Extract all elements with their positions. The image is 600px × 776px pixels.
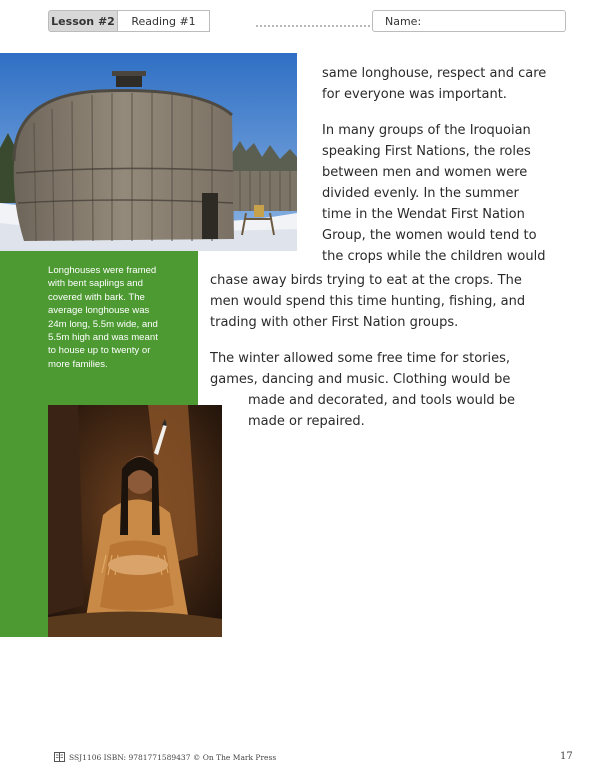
text-line: men would spend this time hunting, fishing, and: [210, 294, 526, 309]
name-field[interactable]: Name:: [372, 10, 566, 32]
text-line: In many groups of the Iroquoian: [322, 123, 531, 138]
reading-tab: Reading #1: [118, 10, 210, 32]
footer: [54, 752, 276, 762]
page-number: 17: [560, 751, 573, 762]
caption-line: 24m long, 5.5m wide, and: [48, 318, 158, 330]
caption-line: 5.5m high and was meant: [48, 332, 158, 344]
paragraph-2-continued: [210, 270, 525, 333]
text-line: made and decorated, and tools would be: [248, 393, 516, 408]
text-line: chase away birds trying to eat at the crops. The: [210, 273, 522, 288]
caption-line: with bent saplings and: [48, 278, 143, 290]
text-line: games, dancing and music. Clothing would be: [210, 372, 511, 387]
text-line: between men and women were: [322, 165, 528, 180]
text-line: the crops while the children would: [322, 249, 546, 264]
text-line: Group, the women would tend to: [322, 228, 537, 243]
paragraph-2: [322, 120, 545, 267]
text-line: divided evenly. In the summer: [322, 186, 519, 201]
longhouse-photo: [0, 53, 297, 251]
caption-line: Longhouses were framed: [48, 265, 157, 276]
iroquoian-woman-photo: [48, 405, 222, 637]
text-line: trading with other First Nation groups.: [210, 315, 459, 330]
caption-line: average longhouse was: [48, 305, 150, 317]
paragraph-1: [322, 63, 546, 105]
worksheet-header: [48, 10, 566, 34]
footer-text: SSJ1106 ISBN: 9781771589437 © On The Mark Press: [69, 752, 277, 762]
caption-line: to house up to twenty or: [48, 345, 151, 357]
text-line: same longhouse, respect and care: [322, 66, 547, 81]
text-line: time in the Wendat First Nation: [322, 207, 525, 222]
caption-line: covered with bark. The: [48, 291, 145, 303]
book-icon: [54, 752, 65, 762]
paragraph-3: [210, 348, 515, 432]
text-line: for everyone was important.: [322, 87, 507, 102]
text-line: made or repaired.: [248, 414, 365, 429]
text-line: speaking First Nations, the roles: [322, 144, 531, 159]
lesson-tab: Lesson #2: [48, 10, 118, 32]
longhouse-caption: [48, 264, 190, 371]
text-line: The winter allowed some free time for stories,: [210, 351, 511, 366]
caption-line: more families.: [48, 358, 108, 370]
